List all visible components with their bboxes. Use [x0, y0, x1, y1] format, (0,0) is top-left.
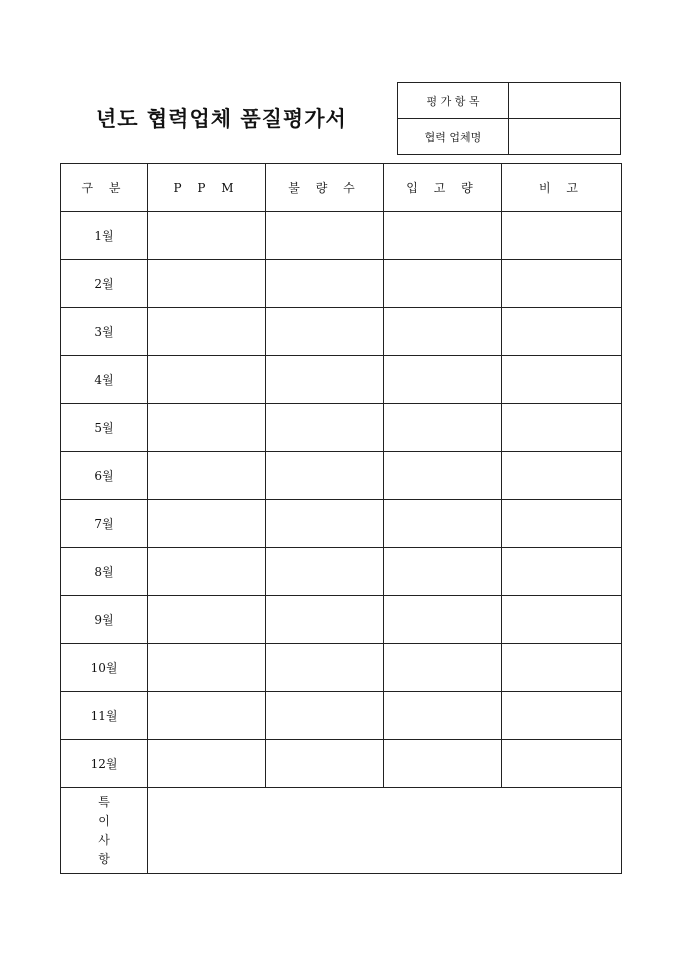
defect-count-cell[interactable]: [266, 500, 384, 548]
ppm-cell[interactable]: [148, 308, 266, 356]
ppm-cell[interactable]: [148, 452, 266, 500]
ppm-cell[interactable]: [148, 692, 266, 740]
special-notes-char: 항: [98, 851, 110, 866]
remarks-cell[interactable]: [502, 212, 622, 260]
ppm-cell[interactable]: [148, 740, 266, 788]
receiving-quantity-cell[interactable]: [384, 644, 502, 692]
month-label: 2월: [61, 260, 148, 308]
company-name-label: 협력 업체명: [398, 119, 509, 155]
evaluation-item-field[interactable]: [509, 83, 621, 119]
ppm-cell[interactable]: [148, 500, 266, 548]
defect-count-cell[interactable]: [266, 452, 384, 500]
month-label: 4월: [61, 356, 148, 404]
receiving-quantity-cell[interactable]: [384, 260, 502, 308]
ppm-cell[interactable]: [148, 644, 266, 692]
defect-count-cell[interactable]: [266, 692, 384, 740]
header-remarks: 비 고: [502, 164, 622, 212]
receiving-quantity-cell[interactable]: [384, 452, 502, 500]
receiving-quantity-cell[interactable]: [384, 740, 502, 788]
defect-count-cell[interactable]: [266, 212, 384, 260]
remarks-cell[interactable]: [502, 308, 622, 356]
ppm-cell[interactable]: [148, 260, 266, 308]
remarks-cell[interactable]: [502, 260, 622, 308]
ppm-cell[interactable]: [148, 404, 266, 452]
receiving-quantity-cell[interactable]: [384, 548, 502, 596]
defect-count-cell[interactable]: [266, 404, 384, 452]
defect-count-cell[interactable]: [266, 740, 384, 788]
month-row: [61, 596, 622, 644]
receiving-quantity-cell[interactable]: [384, 356, 502, 404]
month-label: 8월: [61, 548, 148, 596]
month-label: 9월: [61, 596, 148, 644]
special-notes-char: 사: [98, 832, 110, 847]
defect-count-cell[interactable]: [266, 548, 384, 596]
remarks-cell[interactable]: [502, 452, 622, 500]
month-label: 1월: [61, 212, 148, 260]
remarks-cell[interactable]: [502, 644, 622, 692]
month-label: 10월: [61, 644, 148, 692]
evaluation-info-table: [397, 82, 621, 155]
month-label: 6월: [61, 452, 148, 500]
remarks-cell[interactable]: [502, 404, 622, 452]
ppm-cell[interactable]: [148, 356, 266, 404]
receiving-quantity-cell[interactable]: [384, 596, 502, 644]
header-category: 구 분: [61, 164, 148, 212]
month-label: 5월: [61, 404, 148, 452]
receiving-quantity-cell[interactable]: [384, 212, 502, 260]
remarks-cell[interactable]: [502, 356, 622, 404]
month-row: [61, 308, 622, 356]
defect-count-cell[interactable]: [266, 644, 384, 692]
ppm-cell[interactable]: [148, 596, 266, 644]
month-row: [61, 260, 622, 308]
month-label: 7월: [61, 500, 148, 548]
special-notes-label: [61, 788, 148, 874]
ppm-cell[interactable]: [148, 212, 266, 260]
remarks-cell[interactable]: [502, 596, 622, 644]
header-defect-count: 불 량 수: [266, 164, 384, 212]
month-row: [61, 740, 622, 788]
remarks-cell[interactable]: [502, 500, 622, 548]
evaluation-item-label: 평 가 항 목: [398, 83, 509, 119]
special-notes-char: 이: [98, 813, 110, 828]
special-notes-char: 특: [98, 794, 110, 809]
receiving-quantity-cell[interactable]: [384, 500, 502, 548]
remarks-cell[interactable]: [502, 692, 622, 740]
quality-evaluation-table: [60, 163, 622, 874]
company-name-field[interactable]: [509, 119, 621, 155]
month-label: 12월: [61, 740, 148, 788]
month-label: 11월: [61, 692, 148, 740]
month-row: [61, 500, 622, 548]
month-row: [61, 644, 622, 692]
defect-count-cell[interactable]: [266, 260, 384, 308]
receiving-quantity-cell[interactable]: [384, 692, 502, 740]
remarks-cell[interactable]: [502, 548, 622, 596]
month-row: [61, 212, 622, 260]
special-notes-field[interactable]: [148, 788, 622, 874]
receiving-quantity-cell[interactable]: [384, 308, 502, 356]
month-label: 3월: [61, 308, 148, 356]
month-row: [61, 548, 622, 596]
defect-count-cell[interactable]: [266, 356, 384, 404]
month-row: [61, 356, 622, 404]
special-notes-row: [61, 788, 622, 874]
defect-count-cell[interactable]: [266, 308, 384, 356]
document-title: 년도 협력업체 품질평가서: [96, 106, 347, 131]
receiving-quantity-cell[interactable]: [384, 404, 502, 452]
month-row: [61, 404, 622, 452]
ppm-cell[interactable]: [148, 548, 266, 596]
header-receiving-quantity: 입 고 량: [384, 164, 502, 212]
header-row: [61, 164, 622, 212]
month-row: [61, 452, 622, 500]
month-row: [61, 692, 622, 740]
remarks-cell[interactable]: [502, 740, 622, 788]
header-ppm: P P M: [148, 164, 266, 212]
defect-count-cell[interactable]: [266, 596, 384, 644]
